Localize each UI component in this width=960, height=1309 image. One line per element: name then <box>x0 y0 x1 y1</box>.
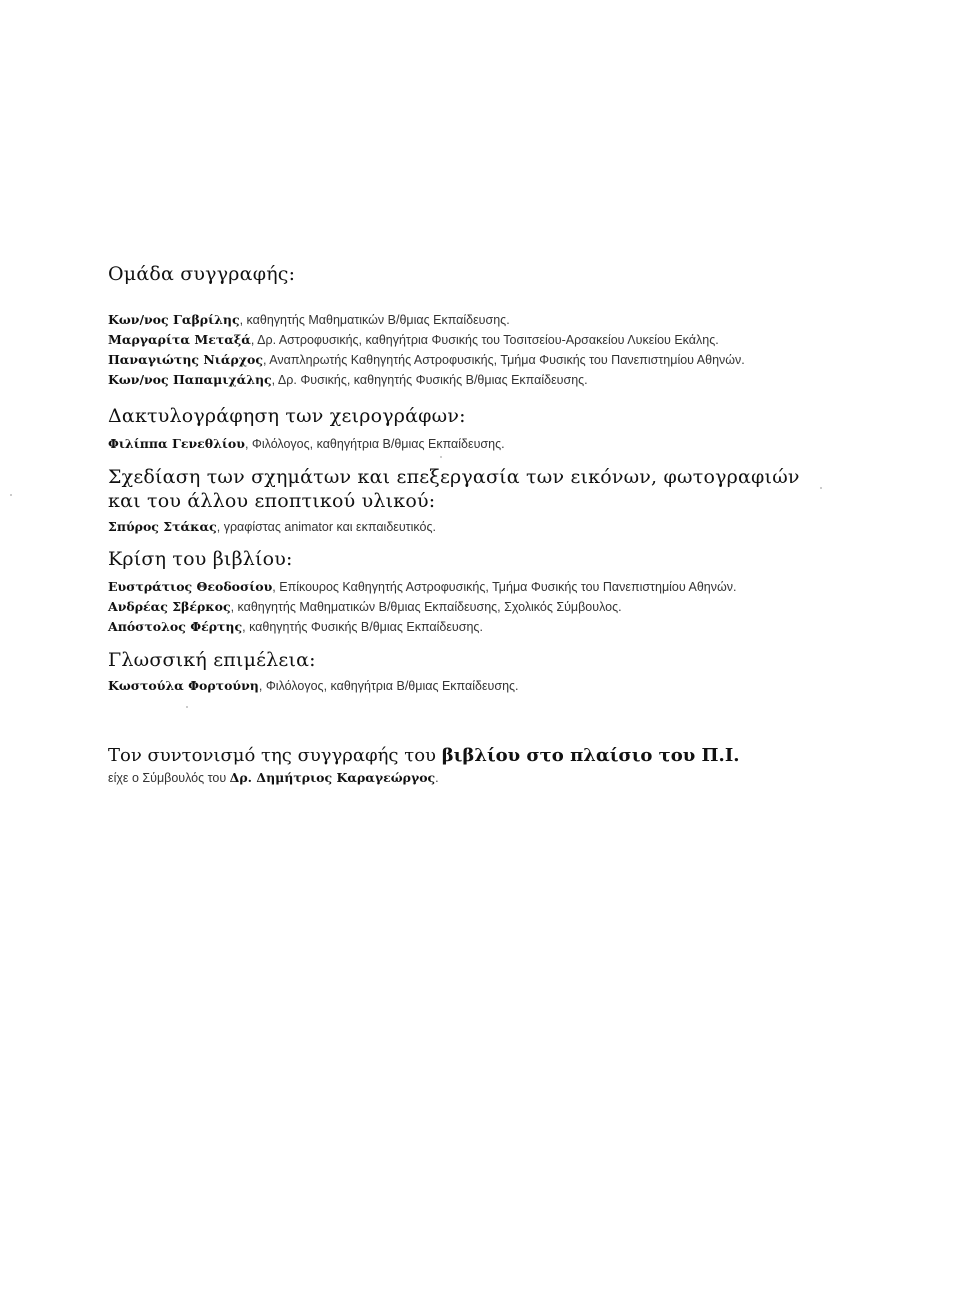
review-heading: Κρίση του βιβλίου: <box>108 548 293 570</box>
scan-speck <box>10 494 12 496</box>
author-line: Κων/νος Παπαμιχάλης, Δρ. Φυσικής, καθηγητής Φυσικής Β/θμιας Εκπαίδευσης. <box>108 372 588 387</box>
author-line: Παναγιώτης Νιάρχος, Αναπληρωτής Καθηγητής Αστροφυσικής, Τμήμα Φυσικής του Πανεπιστημίου Αθηνών. <box>108 352 745 367</box>
language-section <box>108 648 928 696</box>
coordination-heading: Τον συντονισμό της συγγραφής του βιβλίου στο πλαίσιο του Π.Ι. <box>108 745 740 766</box>
author-line: Κων/νος Γαβρίλης, καθηγητής Μαθηματικών Β/θμιας Εκπαίδευσης. <box>108 312 510 327</box>
designer-line: Σπύρος Στάκας, γραφίστας animator και εκπαιδευτικός. <box>108 519 436 534</box>
authors-section <box>108 262 928 390</box>
reviewer-line: Απόστολος Φέρτης, καθηγητής Φυσικής Β/θμιας Εκπαίδευσης. <box>108 619 483 634</box>
reviewer-line: Ανδρέας Σβέρκος, καθηγητής Μαθηματικών Β/θμιας Εκπαίδευσης, Σχολικός Σύμβουλος. <box>108 599 622 614</box>
typist-line: Φιλίππα Γενεθλίου, Φιλόλογος, καθηγήτρια Β/θμιας Εκπαίδευσης. <box>108 436 505 451</box>
scan-speck <box>820 487 822 489</box>
scan-speck <box>440 456 442 458</box>
coordination-section <box>108 744 928 788</box>
editor-line: Κωστούλα Φορτούνη, Φιλόλογος, καθηγήτρια Β/θμιας Εκπαίδευσης. <box>108 678 519 693</box>
design-section <box>108 465 928 537</box>
coordination-line: είχε ο Σύμβουλός του Δρ. Δημήτριος Καραγεώργος. <box>108 770 439 785</box>
language-heading: Γλωσσική επιμέλεια: <box>108 649 316 671</box>
authors-heading: Ομάδα συγγραφής: <box>108 263 296 285</box>
review-section <box>108 547 928 637</box>
author-line: Μαργαρίτα Μεταξά, Δρ. Αστροφυσικής, καθηγήτρια Φυσικής του Τοσιτσείου-Αρσακείου Λυκείου Εκάλης. <box>108 332 719 347</box>
reviewer-line: Ευστράτιος Θεοδοσίου, Επίκουρος Καθηγητής Αστροφυσικής, Τμήμα Φυσικής του Πανεπιστημίου Αθηνών. <box>108 579 737 594</box>
scan-speck <box>186 706 188 708</box>
design-heading-line1: Σχεδίαση των σχημάτων και επεξεργασία των εικόνων, φωτογραφιών <box>108 466 800 488</box>
typing-heading: Δακτυλογράφηση των χειρογράφων: <box>108 405 466 427</box>
design-heading-line2: και του άλλου εποπτικού υλικού: <box>108 490 436 512</box>
typing-section <box>108 404 928 454</box>
